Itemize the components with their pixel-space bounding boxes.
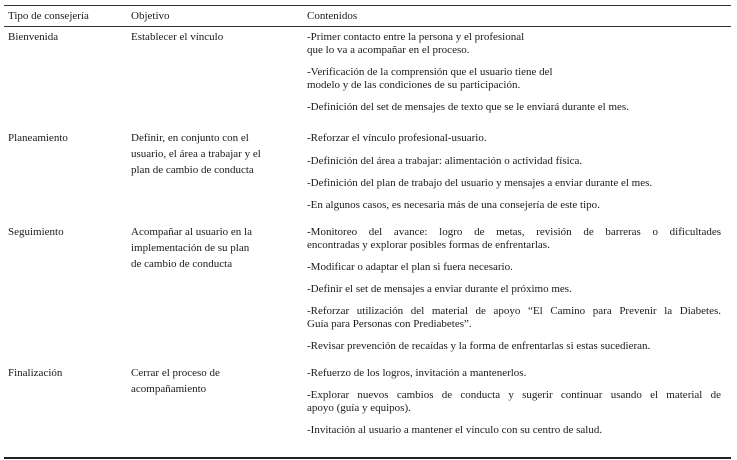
contenido-line: -Explorar nuevos cambios de conducta y sugerir continuar usando el material de: [307, 389, 721, 401]
row-objetivo: [131, 365, 220, 397]
objetivo-line: Establecer el vínculo: [131, 31, 224, 43]
header-tipo: Tipo de consejería: [8, 10, 89, 22]
contenido-line: encontradas y explorar posibles formas de enfrentarlas.: [307, 239, 550, 251]
contenido-item: [307, 283, 572, 296]
contenido-item: [307, 155, 582, 168]
contenido-item: [307, 261, 513, 274]
header-rule: [4, 26, 731, 27]
objetivo-line: Definir, en conjunto con el: [131, 132, 249, 144]
row-tipo: Bienvenida: [8, 31, 59, 43]
contenido-line: apoyo (guía y equipos).: [307, 402, 411, 414]
contenido-item: [307, 424, 602, 437]
contenido-line: -Definición del área a trabajar: alimentación o actividad física.: [307, 155, 583, 167]
contenido-line: -Reforzar el vínculo profesional-usuario.: [307, 132, 487, 144]
contenido-item: [307, 389, 721, 415]
contenido-item: [307, 199, 600, 212]
objetivo-line: Cerrar el proceso de: [131, 367, 220, 379]
contenido-item: [307, 31, 524, 57]
row-objetivo: [131, 224, 252, 272]
table-top-rule: [4, 5, 731, 6]
contenido-line: -Modificar o adaptar el plan si fuera necesario.: [307, 261, 513, 273]
contenido-item: [307, 305, 721, 331]
contenido-line: -Invitación al usuario a mantener el vínculo con su centro de salud.: [307, 424, 603, 436]
contenido-line: -Primer contacto entre la persona y el profesional: [307, 31, 525, 43]
contenido-item: [307, 367, 526, 380]
header-contenidos: Contenidos: [307, 10, 358, 22]
contenido-item: [307, 177, 652, 190]
table-bottom-rule: [4, 457, 731, 459]
contenido-line: -Definición del set de mensajes de texto que se le enviará durante el mes.: [307, 101, 629, 113]
objetivo-line: plan de cambio de conducta: [131, 164, 254, 176]
contenido-line: Guía para Personas con Prediabetes”.: [307, 318, 472, 330]
objetivo-line: acompañamiento: [131, 383, 207, 395]
contenido-item: [307, 340, 650, 353]
contenido-line: -Reforzar utilización del material de apoyo “El Camino para Prevenir la Diabetes.: [307, 305, 721, 317]
row-tipo: Finalización: [8, 367, 63, 379]
objetivo-line: usuario, el área a trabajar y el: [131, 148, 261, 160]
contenido-item: [307, 101, 629, 114]
contenido-line: -Refuerzo de los logros, invitación a mantenerlos.: [307, 367, 527, 379]
row-tipo: Seguimiento: [8, 226, 64, 238]
contenido-line: -Monitoreo del avance: logro de metas, revisión de barreras o dificultades: [307, 226, 721, 238]
contenido-line: -Verificación de la comprensión que el usuario tiene del: [307, 66, 553, 78]
row-objetivo: [131, 130, 261, 178]
contenido-line: -Revisar prevención de recaídas y la forma de enfrentarlas si estas sucedieran.: [307, 340, 651, 352]
contenido-line: -En algunos casos, es necesaria más de una consejería de este tipo.: [307, 199, 600, 211]
objetivo-line: implementación de su plan: [131, 242, 250, 254]
contenido-item: [307, 132, 487, 145]
row-tipo: Planeamiento: [8, 132, 68, 144]
row-objetivo: [131, 29, 223, 45]
contenido-item: [307, 66, 553, 92]
contenido-line: modelo y de las condiciones de su participación.: [307, 79, 521, 91]
objetivo-line: de cambio de conducta: [131, 258, 233, 270]
contenido-line: que lo va a acompañar en el proceso.: [307, 44, 470, 56]
objetivo-line: Acompañar al usuario en la: [131, 226, 252, 238]
contenido-line: -Definición del plan de trabajo del usuario y mensajes a enviar durante el mes.: [307, 177, 653, 189]
contenido-item: [307, 226, 721, 252]
contenido-line: -Definir el set de mensajes a enviar durante el próximo mes.: [307, 283, 572, 295]
header-objetivo: Objetivo: [131, 10, 170, 22]
